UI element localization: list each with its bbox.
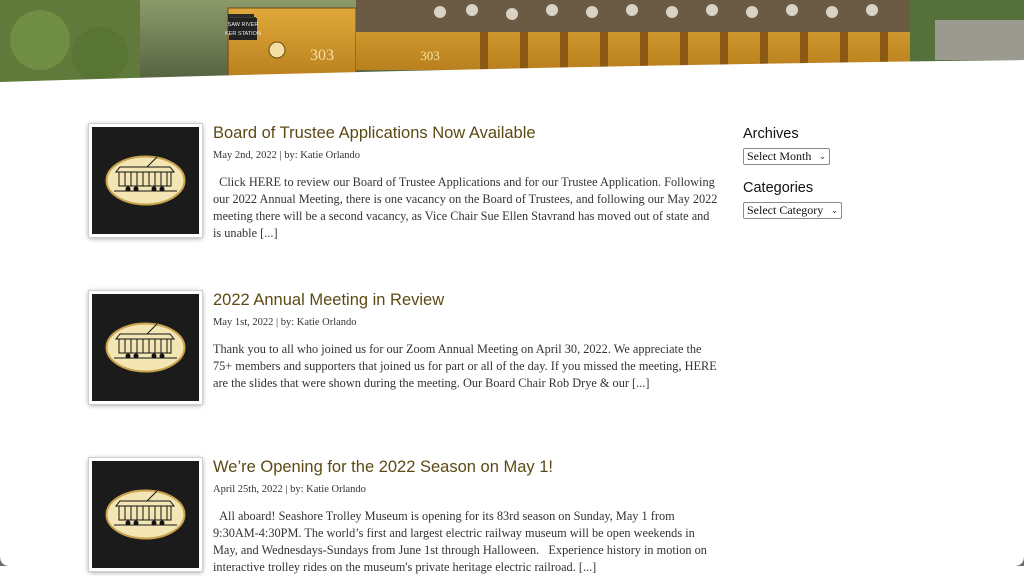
post-author-link[interactable]: Katie Orlando	[296, 317, 357, 328]
post-thumbnail[interactable]	[89, 291, 202, 404]
post-excerpt: Thank you to all who joined us for our Zoom Annual Meeting on April 30, 2022. We appreciate the 75+ members and supporters that joined us for part or all of the day. If you missed the meeting, HERE are the slides that were shown during the meeting. Our Board Chair Rob Drye & our [...]	[213, 342, 717, 390]
post-date: April 25th, 2022	[213, 484, 283, 495]
car-sign-line-1: SAW RIVER	[227, 22, 259, 28]
categories-select-value: Select Category	[747, 203, 824, 217]
post-title-link[interactable]: Board of Trustee Applications Now Available	[213, 124, 536, 142]
header-curve	[0, 60, 1024, 100]
post-title-link[interactable]: We’re Opening for the 2022 Season on May 1!	[213, 458, 553, 476]
post-author-link[interactable]: Katie Orlando	[306, 484, 366, 495]
post-thumbnail[interactable]	[89, 124, 202, 237]
post-excerpt: Click HERE to review our Board of Trustee Applications and for our Trustee Application. Following our 2022 Annual Meeting, there is one vacancy on the Board of Trustees, and following our May 2022 meeting there will be a second vacancy, as Vice Chair Sue Ellen Stavrand has moved out of state and is unable [...]	[213, 175, 721, 240]
post-item	[89, 291, 729, 411]
post-meta: May 1st, 2022 | by: Katie Orlando	[213, 317, 357, 328]
post-meta: May 2nd, 2022 | by: Katie Orlando	[213, 150, 361, 161]
post-item	[89, 458, 729, 574]
post-author-prefix: by:	[284, 150, 298, 161]
trolley-logo-icon	[92, 461, 199, 568]
categories-select[interactable]	[743, 202, 842, 219]
post-date: May 2nd, 2022	[213, 150, 277, 161]
post-item	[89, 124, 729, 244]
sidebar	[743, 126, 943, 219]
post-thumbnail[interactable]	[89, 458, 202, 571]
post-meta: April 25th, 2022 | by: Katie Orlando	[213, 484, 366, 495]
header-banner	[0, 0, 1024, 92]
trolley-number-side: 303	[420, 48, 440, 63]
categories-title: Categories	[743, 180, 814, 196]
chevron-down-icon: ⌄	[830, 205, 839, 215]
trolley-logo-icon	[92, 294, 199, 401]
post-author-prefix: by:	[280, 317, 295, 328]
archives-select[interactable]	[743, 148, 830, 165]
trolley-logo-icon	[92, 127, 199, 234]
post-author-prefix: by:	[290, 484, 304, 495]
archives-select-value: Select Month	[747, 149, 812, 163]
post-excerpt: All aboard! Seashore Trolley Museum is opening for its 83rd season on Sunday, May 1 from 9:30AM-4:30PM. The world’s first and largest electric railway museum will be open weekends in May, and Wednesdays-Sundays from June 1st through Halloween. Experience history in motion on interactive trolley rides on the museum's private heritage electric railroad. [...]	[213, 509, 710, 574]
post-author-link[interactable]: Katie Orlando	[300, 150, 361, 161]
chevron-down-icon: ⌄	[818, 151, 827, 161]
post-title-link[interactable]: 2022 Annual Meeting in Review	[213, 291, 445, 309]
archives-title: Archives	[743, 126, 799, 142]
trolley-number-front: 303	[310, 47, 334, 64]
post-date: May 1st, 2022	[213, 317, 274, 328]
car-sign-line-2: KER STATION	[225, 31, 261, 37]
